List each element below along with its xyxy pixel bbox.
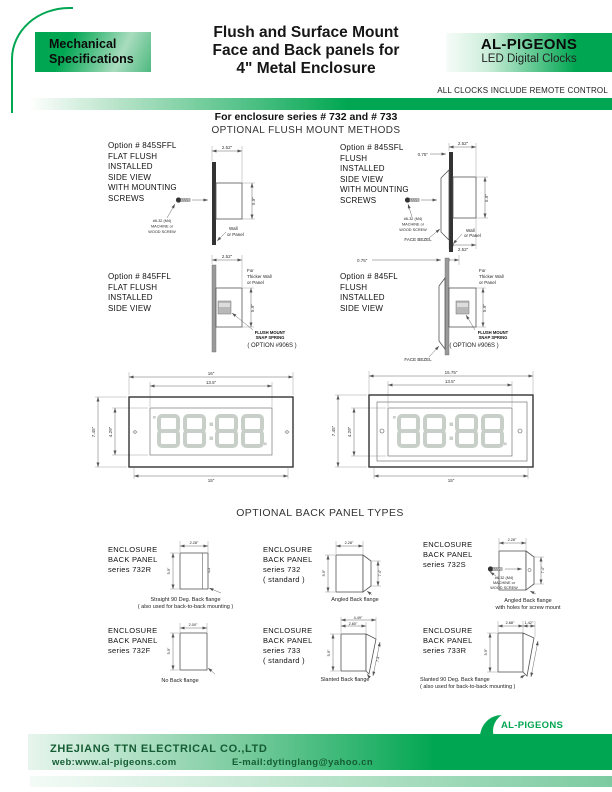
footer-thin-bar — [30, 776, 612, 787]
back-panel-732s-label: ENCLOSURE BACK PANEL series 732S — [423, 540, 473, 569]
mount-hole — [133, 431, 290, 434]
spring-option-label: ( OPTION #906S ) — [247, 343, 297, 349]
tag-line-2: Specifications — [49, 52, 134, 66]
footer-logo-text: AL-PIGEONS — [501, 720, 564, 731]
svg-text:SNAP SPRING: SNAP SPRING — [255, 335, 285, 340]
dim-label: 15.75" — [444, 370, 458, 375]
option-845fl-label: Option # 845FL FLUSH INSTALLED SIDE VIEW — [340, 272, 398, 313]
clock-front-view-flat — [85, 368, 320, 503]
dim-label: 5.9" — [327, 649, 331, 657]
option-845sffl-label: Option # 845SFFL FLAT FLUSH INSTALLED SIDE VIEW WITH MOUNTING SCREWS — [108, 141, 177, 203]
back-panel-732-drawing — [318, 536, 408, 596]
face-bezel-shape — [439, 278, 445, 349]
back-panel-732s-drawing — [478, 536, 578, 598]
back-panel-733r-drawing — [478, 616, 578, 680]
svg-text:MACHINE or: MACHINE or — [493, 581, 515, 585]
tag-line-1: Mechanical — [49, 37, 117, 51]
svg-text:WOOD SCREW: WOOD SCREW — [148, 230, 176, 234]
dim-label: 2.28" — [189, 541, 199, 545]
thicker-wall-note: For — [479, 268, 486, 273]
page-title — [160, 24, 452, 78]
back-panel-732r-drawing — [165, 536, 250, 596]
panel-outline — [341, 634, 366, 671]
wall-panel — [212, 162, 216, 245]
dim-label: 5.9" — [484, 648, 488, 656]
spring-option-label: ( OPTION #906S ) — [449, 343, 499, 349]
back-panel-732-caption: Angled Back flange — [331, 597, 379, 603]
screw-icon — [405, 197, 419, 202]
thicker-wall-note: For — [247, 268, 254, 273]
dim-label: 4.29" — [347, 426, 352, 438]
angled-flange — [363, 555, 371, 592]
wall-label: Wall — [229, 226, 238, 231]
footer-company: ZHEJIANG TTN ELECTRICAL CO.,LTD — [50, 743, 268, 755]
back-panel-732f-drawing — [163, 616, 248, 678]
dim-label: 7.4" — [378, 569, 382, 577]
header-green-bar — [28, 98, 612, 110]
dim-label: 16" — [207, 371, 215, 376]
dim-label: 2.52" — [457, 141, 469, 146]
dim-label: 4.29" — [108, 426, 113, 438]
option-845sffl-drawing — [140, 140, 322, 254]
svg-text:Thicker Wall: Thicker Wall — [247, 274, 272, 279]
svg-text:SNAP SPRING: SNAP SPRING — [478, 335, 508, 340]
snap-spring-label: FLUSH MOUNT — [254, 330, 286, 335]
svg-text:WOOD SCREW: WOOD SCREW — [399, 228, 427, 232]
dim-label: 2.28" — [344, 541, 354, 545]
title-line-1: Flush and Surface Mount — [213, 24, 399, 41]
remote-control-note: ALL CLOCKS INCLUDE REMOTE CONTROL — [437, 86, 608, 95]
dim-label: 7.4" — [375, 655, 381, 663]
brand-subtitle: LED Digital Clocks — [481, 53, 577, 65]
dim-label: 2.52" — [457, 247, 469, 252]
dim-label: 2.28" — [507, 538, 517, 542]
dim-label: 5.9" — [167, 647, 171, 655]
panel-outline — [498, 633, 523, 672]
back-panel-732-label: ENCLOSURE BACK PANEL series 732 ( standard ) — [263, 545, 313, 584]
dim-label: 5.9" — [250, 304, 255, 312]
enclosure-box — [216, 183, 242, 219]
back-panel-733r-caption: Slanted 90 Deg. Back flange ( also used for back-to-back mounting ) — [420, 677, 516, 690]
dim-label: 7.4" — [541, 566, 545, 574]
wall-label: Wall — [466, 228, 475, 233]
svg-text:or Panel: or Panel — [464, 233, 481, 238]
dim-label: 2.88" — [505, 621, 515, 625]
panel-outline — [180, 633, 207, 670]
flush-mount-heading: OPTIONAL FLUSH MOUNT METHODS — [211, 125, 401, 136]
svg-text:or Panel: or Panel — [247, 280, 264, 285]
option-845sfl-drawing — [385, 140, 577, 260]
wall-panel — [445, 258, 449, 355]
footer-website: web:www.al-pigeons.com — [52, 757, 177, 768]
dim-label: 15" — [447, 478, 455, 483]
title-line-3: 4" Metal Enclosure — [236, 60, 376, 77]
back-panel-732s-caption: Angled Back flange with holes for screw mount — [495, 598, 561, 611]
title-line-2: Face and Back panels for — [212, 42, 400, 59]
angled-flange — [526, 551, 534, 590]
series-line: For enclosure series # 732 and # 733 — [214, 111, 398, 123]
back-panel-733-drawing — [318, 616, 413, 680]
panel-outline — [180, 553, 208, 589]
dim-label: 0.75" — [357, 258, 368, 263]
footer-email: E-mail:dytinglang@yahoo.cn — [232, 757, 374, 768]
dim-label: 7.45" — [331, 425, 336, 437]
brand-box — [446, 33, 612, 72]
dim-label: 1.42" — [524, 621, 534, 625]
dim-label: 4.49" — [353, 616, 363, 620]
dim-label: 15" — [207, 478, 215, 483]
dim-label: 5.9" — [322, 569, 326, 577]
option-845sfl-label: Option # 845SFL FLUSH INSTALLED SIDE VIEW WITH MOUNTING SCREWS — [340, 143, 409, 205]
dim-label: 13.5" — [444, 379, 456, 384]
dim-label: 7.45" — [91, 426, 96, 438]
seven-segment-display — [153, 416, 267, 446]
brand-name: AL-PIGEONS — [480, 36, 578, 53]
svg-text:MACHINE or: MACHINE or — [151, 224, 173, 229]
dim-label: 2.52" — [221, 145, 233, 150]
dim-label: 2.00" — [188, 623, 198, 627]
wall-panel — [449, 152, 453, 252]
svg-text:#6-32 (M4): #6-32 (M4) — [494, 576, 514, 580]
svg-text:#6-32 (M4): #6-32 (M4) — [403, 217, 423, 221]
star-icon: ★ — [509, 736, 522, 751]
snap-spring — [218, 301, 231, 314]
face-bezel-shape — [441, 170, 449, 240]
face-bezel-label: FACE BEZEL — [404, 237, 432, 242]
svg-text:or Panel: or Panel — [479, 280, 496, 285]
svg-text:WOOD SCREW: WOOD SCREW — [490, 586, 518, 590]
dim-label: 2.52" — [221, 254, 233, 259]
back-panel-732r-label: ENCLOSURE BACK PANEL series 732R — [108, 545, 158, 574]
dim-label: 2.80" — [348, 622, 358, 626]
svg-text:#6-32 (M4): #6-32 (M4) — [152, 219, 172, 223]
dim-label: 5.9" — [484, 194, 489, 202]
dim-label: 13.5" — [205, 380, 217, 385]
back-panel-732f-label: ENCLOSURE BACK PANEL series 732F — [108, 626, 158, 655]
dim-label: 5.9" — [482, 304, 487, 312]
enclosure-box — [453, 177, 476, 218]
snap-spring-label: FLUSH MOUNT — [477, 330, 509, 335]
back-panel-733-caption: Slanted Back flange — [320, 677, 370, 683]
svg-text:Thicker Wall: Thicker Wall — [479, 274, 504, 279]
dim-label: 0.75" — [417, 152, 428, 157]
panel-outline — [336, 555, 363, 592]
snap-spring — [456, 301, 469, 314]
wall-panel — [212, 265, 216, 352]
clock-outer-frame — [129, 397, 293, 467]
back-panel-heading: OPTIONAL BACK PANEL TYPES — [236, 507, 404, 519]
option-845fl-drawing — [355, 253, 562, 365]
screw-icon — [176, 197, 190, 202]
mechanical-specifications-tag — [35, 32, 151, 72]
svg-text:MACHINE or: MACHINE or — [402, 222, 424, 227]
option-845ffl-label: Option # 845FFL FLAT FLUSH INSTALLED SIDE VIEW — [108, 272, 172, 313]
back-panel-733r-label: ENCLOSURE BACK PANEL series 733R — [423, 626, 473, 655]
clock-front-view-bezel — [320, 368, 555, 503]
dim-label: 5.9" — [167, 567, 171, 575]
dim-label: 5.9" — [251, 197, 256, 205]
seven-segment-display — [393, 416, 507, 446]
face-bezel-label: FACE BEZEL — [404, 357, 432, 362]
back-panel-732f-caption: No Back flange — [161, 678, 199, 684]
back-panel-732r-caption: Straight 90 Deg. Back flange ( also used for back-to-back mounting ) — [137, 597, 234, 610]
svg-text:or Panel: or Panel — [227, 232, 244, 237]
back-panel-733-label: ENCLOSURE BACK PANEL series 733 ( standard ) — [263, 626, 313, 665]
